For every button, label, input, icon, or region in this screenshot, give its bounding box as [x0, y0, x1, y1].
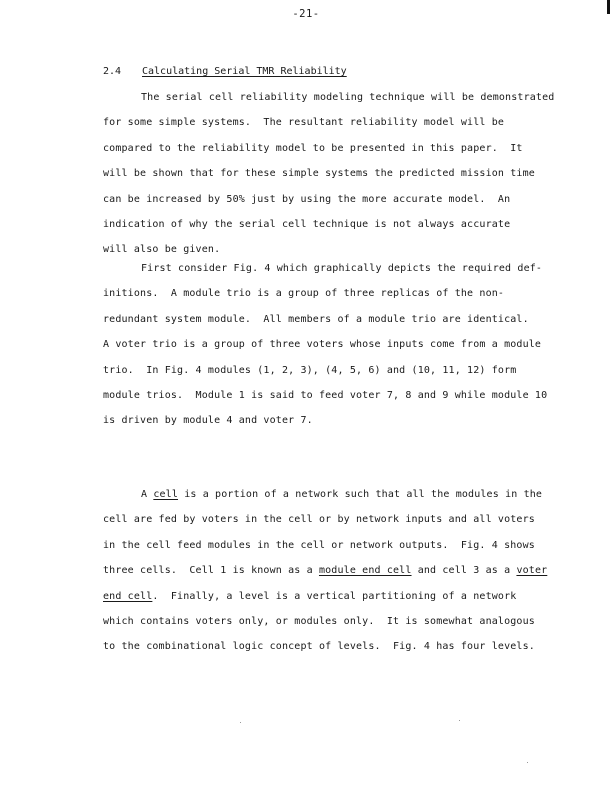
text-run: A: [141, 489, 154, 500]
text-line: in the cell feed modules in the cell or network outputs. Fig. 4 shows: [103, 539, 535, 551]
text-run: and cell 3 as a: [411, 565, 517, 577]
term-cell: cell: [153, 489, 179, 500]
text-run: is a portion of a network such that all the modules in the: [178, 489, 543, 500]
text-line: First consider Fig. 4 which graphically depicts the required def-: [141, 263, 543, 274]
text-line: initions. A module trio is a group of three replicas of the non-: [103, 288, 505, 300]
section-number: 2.4: [103, 66, 122, 77]
scan-speck: [240, 722, 241, 723]
text-line: redundant system module. All members of a module trio are identical.: [103, 313, 529, 325]
text-line: The serial cell reliability modeling technique will be demonstrated: [141, 92, 555, 103]
text-line: indication of why the serial cell technique is not always accurate: [103, 219, 511, 231]
paragraph-serial-cell-intro: [103, 85, 563, 263]
text-line: to the combinational logic concept of levels. Fig. 4 has four levels.: [103, 641, 535, 653]
text-line: cell are fed by voters in the cell or by network inputs and all voters: [103, 514, 535, 526]
paragraph-cell-definition: [103, 482, 563, 660]
paragraph-definitions: [103, 256, 563, 434]
term-module-end-cell: module end cell: [318, 565, 412, 577]
text-line: will also be given.: [103, 244, 221, 256]
text-line: [103, 558, 563, 583]
text-line: for some simple systems. The resultant reliability model will be: [103, 117, 505, 129]
text-line: which contains voters only, or modules only. It is somewhat analogous: [103, 616, 535, 628]
scan-speck: [527, 762, 528, 763]
section-title: Calculating Serial TMR Reliability: [142, 66, 347, 77]
text-line: module trios. Module 1 is said to feed voter 7, 8 and 9 while module 10: [103, 390, 548, 402]
term-voter-end-cell-part1: voter: [516, 565, 548, 577]
text-run: three cells. Cell 1 is known as a: [103, 565, 319, 577]
term-voter-end-cell-part2: end cell: [103, 590, 153, 602]
text-line: [103, 482, 563, 507]
text-line: will be shown that for these simple systems the predicted mission time: [103, 168, 535, 180]
scan-speck: [459, 720, 460, 721]
scan-edge-mark: [607, 0, 610, 14]
text-line: trio. In Fig. 4 modules (1, 2, 3), (4, 5, 6) and (10, 11, 12) form: [103, 364, 517, 376]
text-run: . Finally, a level is a vertical partitioning of a network: [152, 590, 517, 602]
text-line: compared to the reliability model to be presented in this paper. It: [103, 142, 523, 154]
text-line: A voter trio is a group of three voters whose inputs come from a module: [103, 339, 542, 351]
text-line: can be increased by 50% just by using the more accurate model. An: [103, 193, 511, 205]
section-heading: [103, 66, 347, 77]
text-line: is driven by module 4 and voter 7.: [103, 415, 313, 427]
page-number: -21-: [292, 8, 320, 20]
text-line: [103, 584, 563, 609]
